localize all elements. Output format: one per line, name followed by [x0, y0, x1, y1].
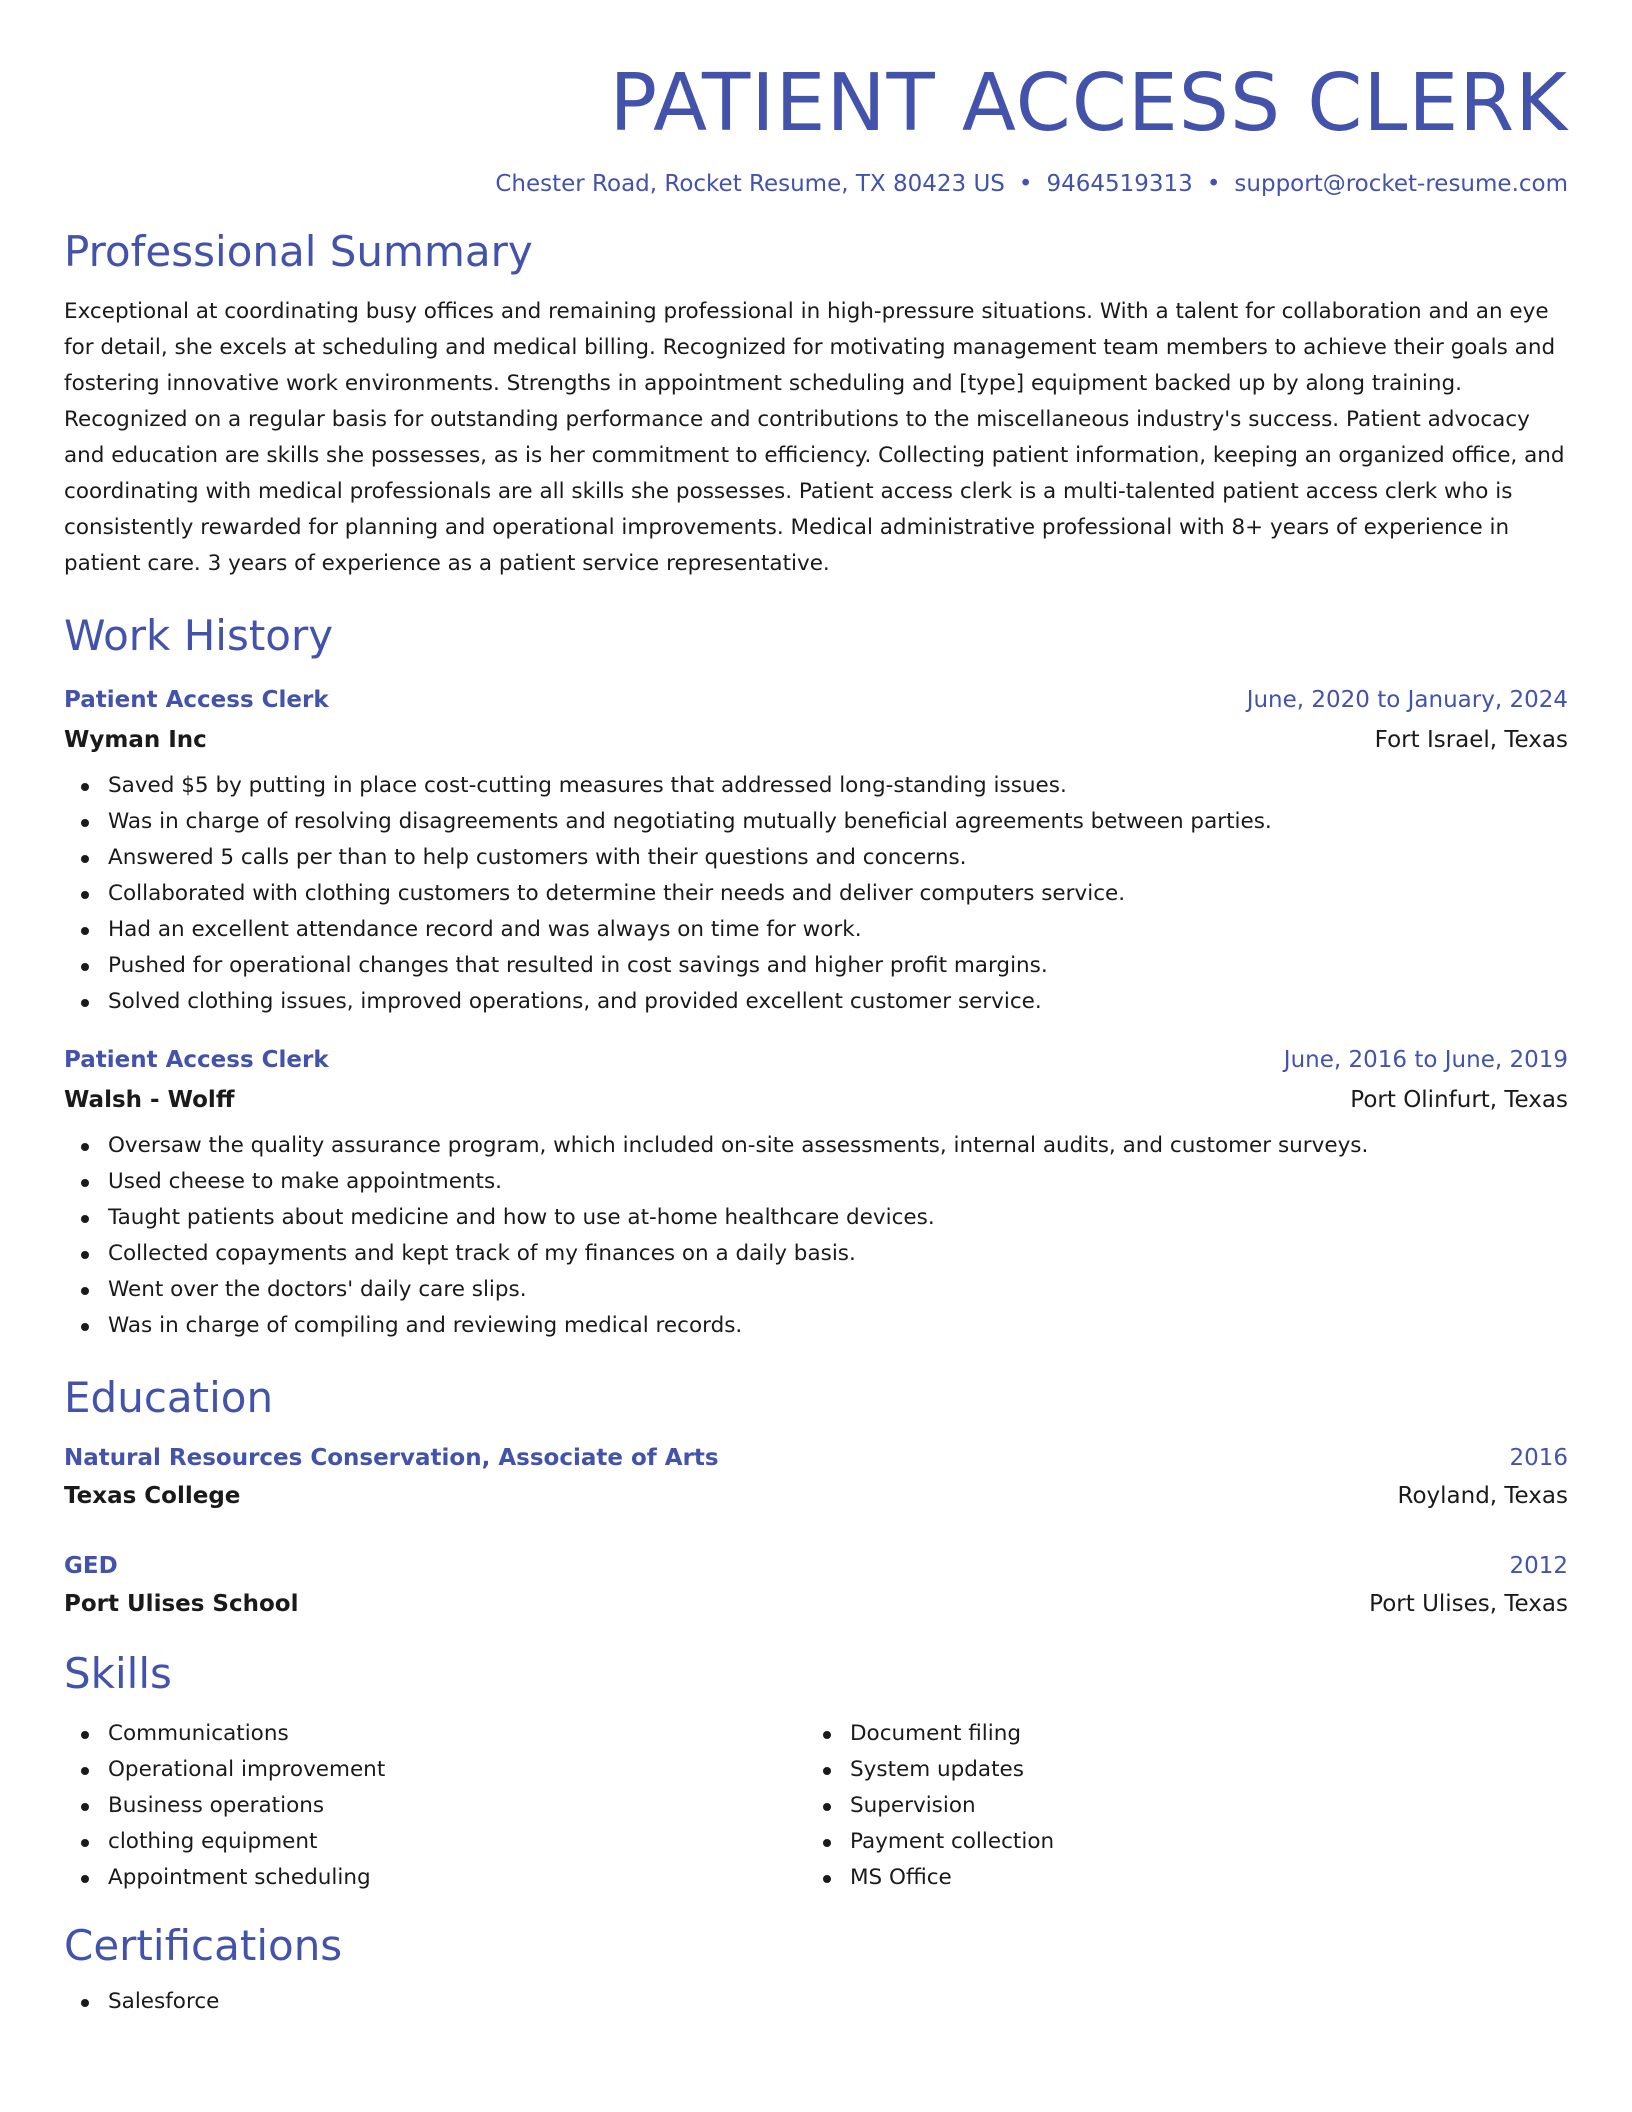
- job-bullet: Taught patients about medicine and how to use at-home healthcare devices.: [108, 1200, 1568, 1236]
- contact-phone: 9464519313: [1046, 171, 1193, 197]
- skill-item: Communications: [108, 1716, 806, 1752]
- job-role: Patient Access Clerk: [64, 687, 329, 713]
- skills-columns: [64, 1716, 1568, 1896]
- skill-item: Supervision: [850, 1788, 1548, 1824]
- job-bullet: Collected copayments and kept track of my finances on a daily basis.: [108, 1236, 1568, 1272]
- education-degree: GED: [64, 1553, 118, 1579]
- resume-header: [64, 0, 1568, 200]
- resume-page: [64, 0, 1568, 2020]
- education-section: [64, 1370, 1568, 1622]
- job-header: [64, 1042, 1568, 1078]
- job-header: [64, 682, 1568, 718]
- education-location: Royland, Texas: [1397, 1483, 1568, 1509]
- summary-section: [64, 224, 1568, 582]
- certification-item: Salesforce: [108, 1984, 1568, 2020]
- education-subheader: [64, 1478, 1568, 1514]
- job-bullet: Pushed for operational changes that resulted in cost savings and higher profit margins.: [108, 948, 1568, 984]
- section-title-summary: Professional Summary: [64, 227, 533, 276]
- skill-item: MS Office: [850, 1860, 1548, 1896]
- skills-list-right: [806, 1716, 1548, 1896]
- job-bullet-list: [64, 768, 1568, 1020]
- skill-item: Document filing: [850, 1716, 1548, 1752]
- job-bullet: Saved $5 by putting in place cost-cutting measures that addressed long-standing issues.: [108, 768, 1568, 804]
- skill-item: System updates: [850, 1752, 1548, 1788]
- job-bullet: Used cheese to make appointments.: [108, 1164, 1568, 1200]
- job-subheader: [64, 1082, 1568, 1118]
- summary-text: Exceptional at coordinating busy offices and remaining professional in high-pressure situations. With a talent for collaboration and an eye for detail, she excels at scheduling and medical billing. Recognized for motivating management team members to achieve their goals and fostering innovative work environments. Strengths in appointment scheduling and [type] equipment backed up by along training. Recognized on a regular basis for outstanding performance and contributions to the miscellaneous industry's success. Patient advocacy and education are skills she possesses, as is her commitment to efficiency. Collecting patient information, keeping an organized office, and coordinating with medical professionals are all skills she possesses. Patient access clerk is a multi-talented patient access clerk who is consistently rewarded for planning and operational improvements. Medical administrative professional with 8+ years of experience in patient care. 3 years of experience as a patient service representative.: [64, 299, 1565, 576]
- skill-item: Operational improvement: [108, 1752, 806, 1788]
- education-entry: [64, 1440, 1568, 1514]
- skills-list-left: [64, 1716, 806, 1896]
- job-company: Wyman Inc: [64, 727, 207, 753]
- education-school: Port Ulises School: [64, 1591, 299, 1617]
- job-bullet: Answered 5 calls per than to help customers with their questions and concerns.: [108, 840, 1568, 876]
- education-header: [64, 1440, 1568, 1476]
- section-title-skills: Skills: [64, 1649, 172, 1698]
- education-year: 2012: [1509, 1553, 1568, 1579]
- job-dates: June, 2016 to June, 2019: [1283, 1047, 1568, 1073]
- contact-separator: •: [1206, 171, 1221, 197]
- contact-address: Chester Road, Rocket Resume, TX 80423 US: [495, 171, 1005, 197]
- education-degree: Natural Resources Conservation, Associate of Arts: [64, 1445, 719, 1471]
- contact-line: [64, 168, 1568, 200]
- section-title-work-history: Work History: [64, 611, 334, 660]
- job-bullet: Went over the doctors' daily care slips.: [108, 1272, 1568, 1308]
- education-entry: [64, 1548, 1568, 1622]
- job-bullet: Collaborated with clothing customers to determine their needs and deliver computers service.: [108, 876, 1568, 912]
- skill-item: Payment collection: [850, 1824, 1548, 1860]
- skills-section: [64, 1646, 1568, 1896]
- certifications-list: [64, 1984, 1568, 2020]
- skill-item: Business operations: [108, 1788, 806, 1824]
- job-subheader: [64, 722, 1568, 758]
- education-header: [64, 1548, 1568, 1584]
- work-history-section: [64, 608, 1568, 1344]
- job-bullet: Was in charge of resolving disagreements and negotiating mutually beneficial agreements between parties.: [108, 804, 1568, 840]
- job-bullet-list: [64, 1128, 1568, 1344]
- job-entry: [64, 1042, 1568, 1344]
- job-entry: [64, 682, 1568, 1020]
- job-bullet: Solved clothing issues, improved operations, and provided excellent customer service.: [108, 984, 1568, 1020]
- job-bullet: Was in charge of compiling and reviewing medical records.: [108, 1308, 1568, 1344]
- certifications-section: [64, 1918, 1568, 2020]
- job-bullet: Oversaw the quality assurance program, which included on-site assessments, internal audits, and customer surveys.: [108, 1128, 1568, 1164]
- job-location: Port Olinfurt, Texas: [1350, 1087, 1568, 1113]
- skill-item: Appointment scheduling: [108, 1860, 806, 1896]
- job-company: Walsh - Wolff: [64, 1087, 235, 1113]
- education-subheader: [64, 1586, 1568, 1622]
- section-title-education: Education: [64, 1373, 274, 1422]
- job-location: Fort Israel, Texas: [1374, 727, 1568, 753]
- job-bullet: Had an excellent attendance record and was always on time for work.: [108, 912, 1568, 948]
- section-title-certifications: Certifications: [64, 1921, 343, 1970]
- contact-separator: •: [1018, 171, 1033, 197]
- education-school: Texas College: [64, 1483, 241, 1509]
- education-location: Port Ulises, Texas: [1369, 1591, 1568, 1617]
- contact-email: support@rocket-resume.com: [1234, 171, 1568, 197]
- skill-item: clothing equipment: [108, 1824, 806, 1860]
- candidate-name: PATIENT ACCESS CLERK: [609, 57, 1568, 149]
- job-dates: June, 2020 to January, 2024: [1246, 687, 1568, 713]
- job-role: Patient Access Clerk: [64, 1047, 329, 1073]
- education-year: 2016: [1509, 1445, 1568, 1471]
